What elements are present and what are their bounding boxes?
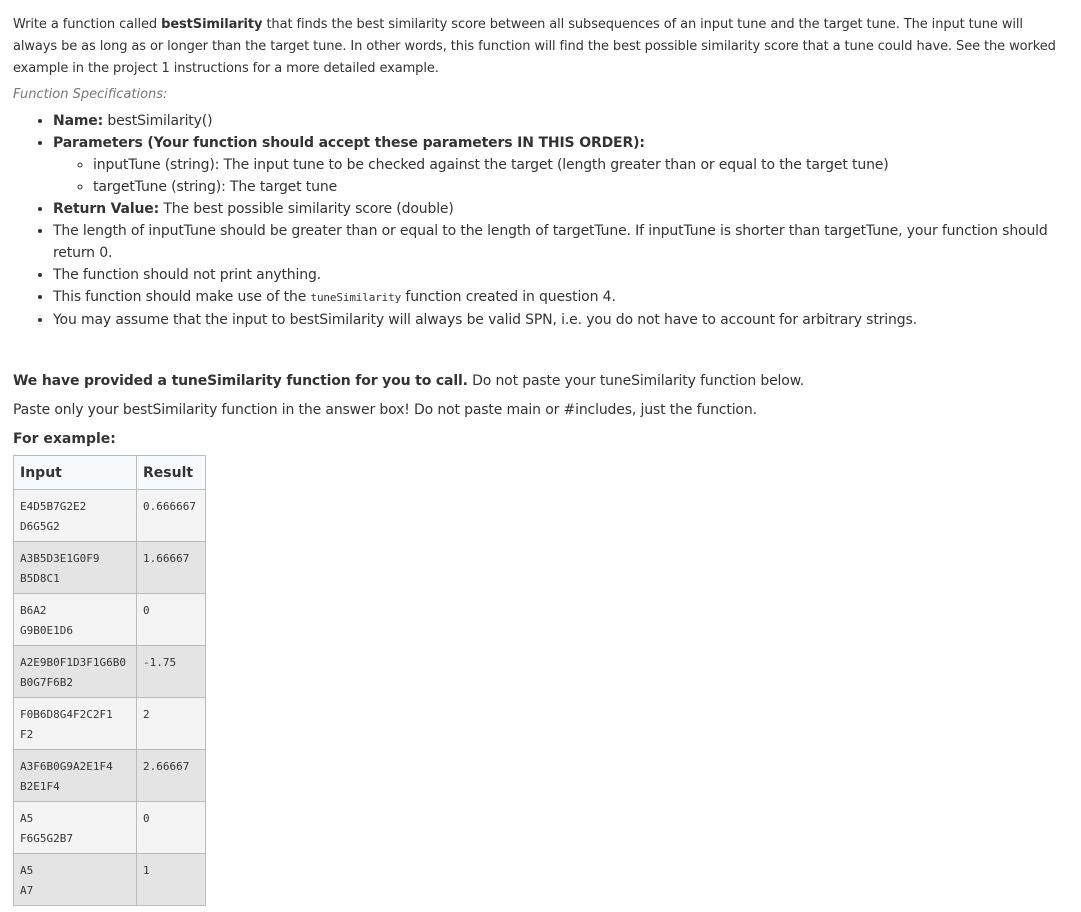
provided-note-bold: We have provided a tuneSimilarity function for you to call. bbox=[13, 373, 468, 389]
spec-use-tunesimilarity bbox=[53, 286, 1068, 309]
example-label: For example: bbox=[13, 431, 116, 447]
spec-return-value: The best possible similarity score (double) bbox=[159, 201, 454, 217]
param-item: ◦ inputTune (string): The input tune to be checked against the target (length greater than or equal to the target tune) bbox=[93, 154, 1068, 176]
result-cell: 2.66667 bbox=[137, 750, 206, 802]
spec-length-rule: • The length of inputTune should be greater than or equal to the length of targetTune. If inputTune is shorter than targetTune, your function should return 0. bbox=[53, 220, 1068, 264]
spec-no-print: • The function should not print anything. bbox=[53, 264, 1068, 286]
intro-text-rest: that finds the best similarity score between all subsequences of an input tune and the target tune. The input tune will always be as long as or longer than the target tune. In other words, this function will find the best possible similarity score that a tune could have. See the worked example in the project 1 instructions for a more detailed example. bbox=[13, 17, 1056, 76]
spec-use-text: This function should make use of the bbox=[53, 289, 311, 305]
function-name: bestSimilarity bbox=[161, 17, 263, 32]
param-item: ◦ targetTune (string): The target tune bbox=[93, 176, 1068, 198]
input-cell: F0B6D8G4F2C2F1 F2 bbox=[14, 698, 137, 750]
input-cell: B6A2 G9B0E1D6 bbox=[14, 594, 137, 646]
header-result: Result bbox=[137, 456, 206, 490]
spec-use-text-rest: function created in question 4. bbox=[401, 289, 616, 305]
result-cell: 1.66667 bbox=[137, 542, 206, 594]
result-cell: 1 bbox=[137, 854, 206, 906]
spec-name-label: Name: bbox=[53, 113, 104, 129]
input-cell: E4D5B7G2E2 D6G5G2 bbox=[14, 490, 137, 542]
table-row bbox=[14, 490, 206, 542]
spec-heading: Function Specifications: bbox=[13, 87, 168, 102]
table-row bbox=[14, 698, 206, 750]
result-cell: -1.75 bbox=[137, 646, 206, 698]
result-cell: 0 bbox=[137, 594, 206, 646]
table-row bbox=[14, 750, 206, 802]
table-header-row bbox=[14, 456, 206, 490]
input-cell: A2E9B0F1D3F1G6B0 B0G7F6B2 bbox=[14, 646, 137, 698]
spec-name bbox=[53, 110, 1068, 132]
result-cell: 0 bbox=[137, 802, 206, 854]
provided-note-rest: Do not paste your tuneSimilarity function below. bbox=[467, 373, 805, 389]
table-row bbox=[14, 854, 206, 906]
inline-code: tuneSimilarity bbox=[310, 291, 402, 304]
spec-assume: • You may assume that the input to bestSimilarity will always be valid SPN, i.e. you do not have to account for arbitrary strings. bbox=[53, 309, 1068, 331]
result-cell: 0.666667 bbox=[137, 490, 206, 542]
spec-params-label: Parameters (Your function should accept these parameters IN THIS ORDER): bbox=[53, 135, 645, 151]
input-cell: A3B5D3E1G0F9 B5D8C1 bbox=[14, 542, 137, 594]
examples-table bbox=[13, 455, 206, 906]
paste-instruction: Paste only your bestSimilarity function in the answer box! Do not paste main or #includes, just the function. bbox=[13, 402, 757, 418]
header-input: Input bbox=[14, 456, 137, 490]
param-list bbox=[53, 154, 1068, 198]
question-intro bbox=[13, 14, 1068, 80]
input-cell: A5 A7 bbox=[14, 854, 137, 906]
table-row bbox=[14, 542, 206, 594]
intro-text: Write a function called bbox=[13, 17, 162, 32]
table-row bbox=[14, 802, 206, 854]
result-cell: 2 bbox=[137, 698, 206, 750]
spec-name-value: bestSimilarity() bbox=[103, 113, 213, 129]
spec-parameters bbox=[53, 132, 1068, 198]
spec-return-label: Return Value: bbox=[53, 201, 160, 217]
table-row bbox=[14, 594, 206, 646]
input-cell: A5 F6G5G2B7 bbox=[14, 802, 137, 854]
provided-note bbox=[13, 370, 1068, 392]
spec-list bbox=[13, 110, 1068, 331]
table-row bbox=[14, 646, 206, 698]
input-cell: A3F6B0G9A2E1F4 B2E1F4 bbox=[14, 750, 137, 802]
spec-return bbox=[53, 198, 1068, 220]
